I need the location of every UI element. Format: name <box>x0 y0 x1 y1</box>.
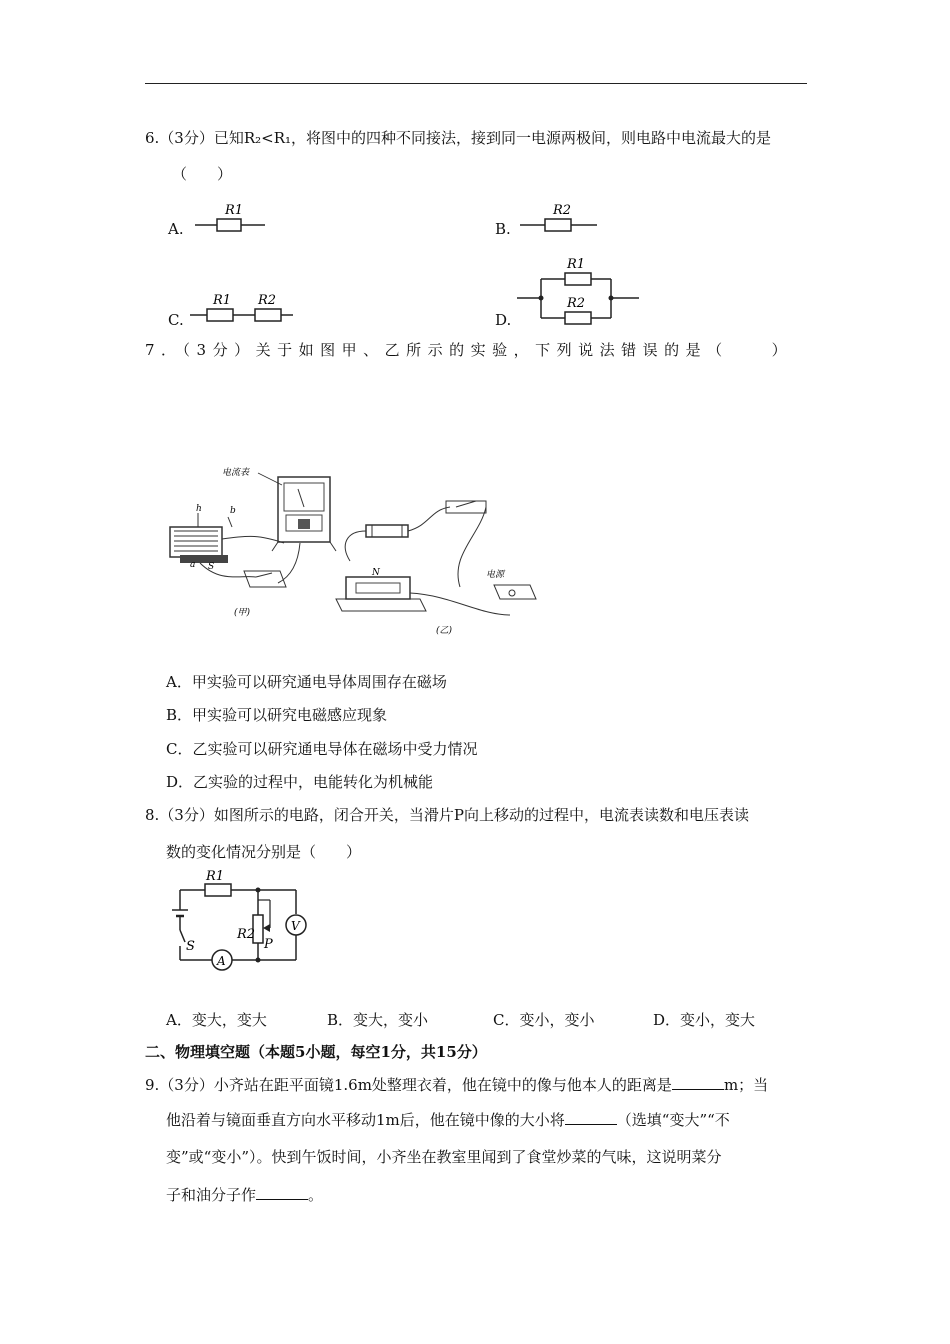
q7-option-b: B．甲实验可以研究电磁感应现象 <box>166 706 388 724</box>
q7-label-a: a <box>190 560 196 570</box>
q6b-r2-label: R2 <box>553 203 572 218</box>
q8-option-d: D．变小，变大 <box>653 1011 756 1029</box>
q6-figure-d <box>517 250 642 325</box>
q8-label-s: S <box>186 939 195 954</box>
q7-option-a: A．甲实验可以研究通电导体周围存在磁场 <box>166 673 447 691</box>
q6-option-b-label: B. <box>495 220 511 238</box>
q9-line1-tail: m；当 <box>723 1076 769 1094</box>
q9-blank-1 <box>672 1075 724 1090</box>
q8-label-r2: R2 <box>237 927 256 942</box>
q6c-r2-label: R2 <box>258 293 277 308</box>
q7-label-power: 电源 <box>486 570 505 580</box>
q6-option-d-label: D. <box>495 311 512 329</box>
q9-line1-text: 9.（3分）小齐站在距平面镜1.6m处整理衣着，他在镜中的像与他本人的距离是 <box>145 1076 672 1094</box>
q9-line3: 变”或“变小”）。快到午饭时间，小齐坐在教室里闻到了食堂炒菜的气味，这说明菜分 <box>166 1148 722 1166</box>
q7-label-ammeter: 电流表 <box>222 468 250 478</box>
q7-label-n: N <box>372 568 380 578</box>
q7-label-jia: (甲) <box>234 608 251 618</box>
section-2-heading: 二、物理填空题（本题5小题，每空1分，共15分） <box>145 1043 487 1061</box>
q9-line4 <box>166 1185 323 1205</box>
q6-option-a-label: A. <box>168 220 184 238</box>
q9-blank-3 <box>256 1185 308 1200</box>
q6c-r1-label: R1 <box>213 293 232 308</box>
q6-stem: 6.（3分）已知R₂<R₁，将图中的四种不同接法，接到同一电源两极间，则电路中电流最大的是 <box>145 129 772 147</box>
q8-stem-line2: 数的变化情况分别是（ ） <box>166 843 362 861</box>
q7-experiment-figure <box>160 465 555 640</box>
q6d-r2-label: R2 <box>567 296 586 311</box>
q6a-r1-label: R1 <box>225 203 244 218</box>
q7-label-yi: (乙) <box>436 626 453 636</box>
svg-text:h: h <box>196 504 202 514</box>
q9-line4-tail: 。 <box>308 1186 324 1204</box>
q7-label-s: S <box>208 562 215 572</box>
q8-label-p: P <box>264 937 273 952</box>
q6d-r1-label: R1 <box>567 257 586 272</box>
q8-ammeter-label: A <box>217 954 226 968</box>
q8-option-b: B．变大，变小 <box>327 1011 429 1029</box>
q9-blank-2 <box>565 1110 617 1125</box>
q8-circuit-figure <box>160 868 320 978</box>
q7-stem: 7．（3分）关于如图甲、乙所示的实验，下列说法错误的是（ ） <box>145 341 794 359</box>
svg-text:b: b <box>230 506 236 516</box>
q9-line1 <box>145 1075 768 1095</box>
q9-line2-tail: （选填“变大”“不 <box>616 1111 730 1129</box>
q8-option-a: A．变大，变大 <box>166 1011 267 1029</box>
q9-line4-text: 子和油分子作 <box>166 1186 257 1204</box>
q8-stem-line1: 8.（3分）如图所示的电路，闭合开关，当滑片P向上移动的过程中，电流表读数和电压表读 <box>145 806 749 824</box>
q8-option-c: C．变小，变小 <box>493 1011 595 1029</box>
q6-figure-a <box>195 200 270 235</box>
q9-line2-text: 他沿着与镜面垂直方向水平移动1m后，他在镜中像的大小将 <box>166 1111 565 1129</box>
q6-figure-b <box>520 200 600 235</box>
q7-option-c: C．乙实验可以研究通电导体在磁场中受力情况 <box>166 740 478 758</box>
q6-answer-bracket: （ ） <box>172 165 233 183</box>
q9-line2 <box>166 1110 730 1130</box>
q8-label-r1: R1 <box>206 869 225 884</box>
q7-option-d: D．乙实验的过程中，电能转化为机械能 <box>166 773 434 791</box>
q8-voltmeter-label: V <box>291 919 300 933</box>
q6-option-c-label: C. <box>168 311 184 329</box>
header-rule <box>145 83 807 84</box>
q6-figure-c <box>190 290 295 325</box>
